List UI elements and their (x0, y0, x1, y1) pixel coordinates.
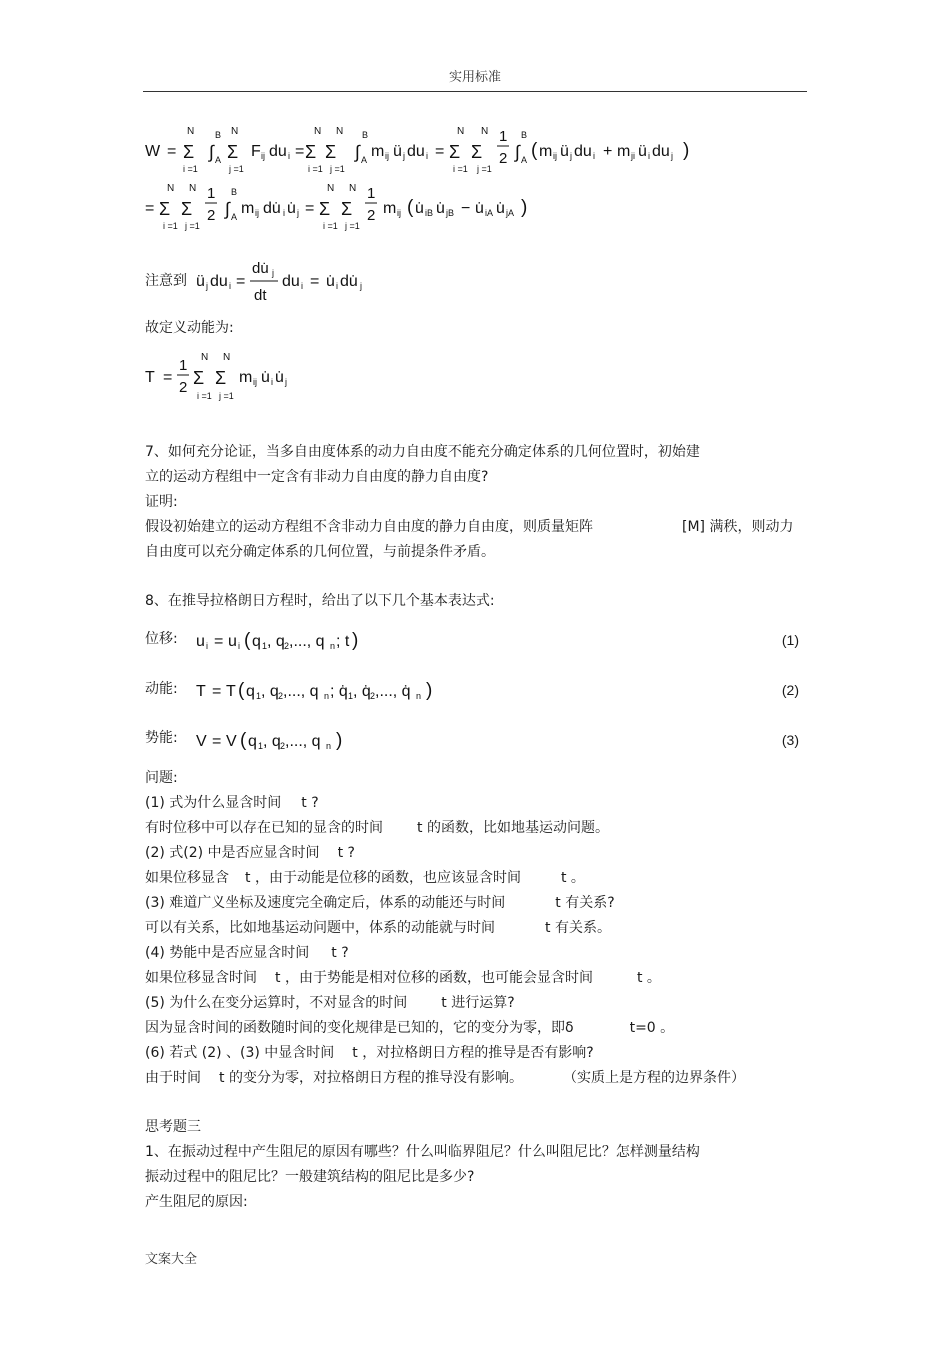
svg-text:du: du (652, 143, 670, 160)
svg-text:1: 1 (499, 128, 508, 145)
svg-text:=: = (212, 683, 222, 700)
q8-intro: 8、在推导拉格朗日方程时，给出了以下几个基本表达式: (145, 593, 495, 609)
svg-text:∫: ∫ (355, 142, 360, 162)
svg-text:2: 2 (278, 691, 284, 701)
svg-text:,..., q: ,..., q (283, 683, 319, 700)
svg-text:du: du (407, 143, 425, 160)
svg-text:=: = (295, 143, 305, 160)
header-divider (143, 91, 807, 92)
svg-text:2: 2 (499, 150, 508, 167)
svg-text:2: 2 (179, 379, 188, 396)
svg-text:ij: ij (385, 151, 389, 161)
svg-text:j =1: j =1 (345, 221, 360, 231)
svg-text:q: q (248, 733, 257, 750)
q8-line-2 (145, 818, 609, 838)
svg-text:iA: iA (485, 208, 494, 218)
svg-text:ü: ü (560, 143, 569, 160)
svg-text:ij: ij (397, 208, 401, 218)
q8-line-3 (145, 843, 355, 863)
q8-line-10-var: t=0 。 (629, 1020, 675, 1036)
svg-text:N: N (336, 126, 344, 137)
svg-text:B: B (231, 187, 238, 197)
svg-text:du: du (210, 273, 228, 290)
q8-line-1-var: t ? (301, 795, 319, 811)
svg-text:): ) (352, 630, 359, 651)
q8-line-4-text: 如果位移显含 (145, 870, 229, 886)
q8-eq1-number: (1) (781, 632, 799, 648)
svg-text:Σ: Σ (215, 368, 227, 388)
svg-text:du̇: du̇ (340, 273, 358, 290)
svg-text:N: N (201, 352, 209, 363)
svg-text:i: i (229, 281, 231, 291)
q8-line-7-var: t ? (331, 945, 349, 961)
think3-answer-label: 产生阻尼的原因: (145, 1194, 248, 1210)
svg-text:; t: ; t (336, 633, 350, 650)
svg-text:du: du (574, 143, 592, 160)
svg-text:du̇: du̇ (252, 260, 269, 277)
svg-text:∫: ∫ (225, 199, 230, 219)
svg-text:=: = (310, 273, 320, 290)
q7-answer-line-1b: [M] 满秩，则动力 (682, 519, 794, 535)
q7-answer-line-2: 自由度可以充分确定体系的几何位置，与前提条件矛盾。 (145, 544, 495, 560)
svg-text:+: + (603, 143, 613, 160)
svg-text:m: m (239, 369, 253, 386)
q7-proof-label: 证明: (145, 494, 178, 510)
svg-text:Σ: Σ (319, 199, 331, 219)
svg-text:A: A (215, 155, 222, 165)
svg-text:u̇: u̇ (436, 200, 445, 217)
svg-text:i: i (426, 151, 428, 161)
think3-title: 思考题三 (145, 1119, 201, 1135)
svg-text:Σ: Σ (449, 142, 461, 162)
work-equation-line-1 (145, 124, 705, 176)
svg-text:=: = (305, 200, 315, 217)
svg-text:j: j (570, 151, 572, 161)
svg-text:, q: , q (263, 733, 281, 750)
svg-text:Σ: Σ (227, 142, 239, 162)
svg-text:Σ: Σ (325, 142, 337, 162)
q8-line-12 (145, 1068, 745, 1088)
svg-text:jB: jB (446, 208, 455, 218)
svg-text:Σ: Σ (183, 142, 195, 162)
svg-text:N: N (187, 126, 195, 137)
q8-line-1-text: (1) 式为什么显含时间 (145, 795, 282, 811)
svg-text:Σ: Σ (159, 199, 171, 219)
svg-text:2: 2 (370, 691, 376, 701)
svg-text:ü: ü (393, 143, 402, 160)
q8-line-2-text: 有时位移中可以存在已知的显含的时间 (145, 820, 383, 836)
svg-text:Σ: Σ (305, 142, 317, 162)
q8-line-1 (145, 793, 319, 813)
q8-displacement-equation (196, 626, 396, 654)
svg-text:i: i (648, 151, 650, 161)
note-equation (196, 255, 376, 307)
svg-text:u̇: u̇ (475, 200, 484, 217)
svg-text:1: 1 (348, 691, 354, 701)
svg-text:T: T (196, 683, 206, 700)
svg-text:N: N (189, 183, 197, 194)
svg-text:F: F (251, 143, 261, 160)
svg-text:m: m (539, 143, 553, 160)
svg-text:j =1: j =1 (477, 164, 492, 174)
svg-text:ij: ij (253, 377, 257, 387)
svg-text:=: = (214, 633, 224, 650)
svg-text:u̇: u̇ (261, 369, 270, 386)
svg-text:j =1: j =1 (185, 221, 200, 231)
svg-text:N: N (314, 126, 322, 137)
q8-line-5-var: t 有关系? (555, 895, 615, 911)
think3-q1-line-2: 振动过程中的阻尼比？一般建筑结构的阻尼比是多少? (145, 1169, 475, 1185)
q8-line-10 (145, 1018, 674, 1038)
svg-text:, q: , q (267, 633, 285, 650)
svg-text:u̇: u̇ (287, 200, 296, 217)
note-label: 注意到 (145, 273, 187, 289)
svg-text:i =1: i =1 (453, 164, 468, 174)
svg-text:j: j (285, 377, 287, 387)
svg-text:ü: ü (196, 273, 205, 290)
svg-text:i: i (593, 151, 595, 161)
svg-text:m: m (371, 143, 385, 160)
svg-text:=: = (435, 143, 445, 160)
svg-text:jA: jA (506, 208, 515, 218)
svg-text:Σ: Σ (341, 199, 353, 219)
svg-text:(: ( (240, 730, 247, 751)
svg-text:−: − (461, 200, 471, 217)
svg-text:n: n (324, 691, 330, 701)
q8-line-8-text: 如果位移显含时间 (145, 970, 257, 986)
svg-text:1: 1 (258, 741, 264, 751)
svg-text:u: u (196, 633, 205, 650)
svg-text:u̇: u̇ (415, 200, 424, 217)
define-kinetic-text: 故定义动能为: (145, 320, 234, 336)
svg-text:Σ: Σ (193, 368, 205, 388)
svg-text:N: N (349, 183, 357, 194)
svg-text:i =1: i =1 (183, 164, 198, 174)
q8-line-6-text: 可以有关系，比如地基运动问题中，体系的动能就与时间 (145, 920, 495, 936)
svg-text:A: A (231, 212, 238, 222)
svg-text:i =1: i =1 (323, 221, 338, 231)
svg-text:i: i (301, 281, 303, 291)
svg-text:(: ( (407, 197, 414, 218)
svg-text:i: i (206, 641, 208, 651)
svg-text:1: 1 (207, 185, 216, 202)
svg-text:i =1: i =1 (197, 391, 212, 401)
q8-line-9-text: (5) 为什么在变分运算时，不对显含的时间 (145, 995, 408, 1011)
svg-text:j =1: j =1 (330, 164, 345, 174)
svg-text:i =1: i =1 (163, 221, 178, 231)
svg-text:2: 2 (207, 207, 216, 224)
q8-kinetic-equation (196, 676, 456, 704)
svg-text:j =1: j =1 (219, 391, 234, 401)
q8-line-6-var: t 有关系。 (545, 920, 611, 936)
q8-line-12-end: （实质上是方程的边界条件） (562, 1070, 745, 1086)
svg-text:N: N (167, 183, 175, 194)
svg-text:, q̇: , q̇ (353, 683, 371, 700)
q8-line-4 (145, 868, 585, 888)
q8-line-5-text: (3) 难道广义坐标及速度完全确定后，体系的动能还与时间 (145, 895, 506, 911)
svg-text:j: j (297, 208, 299, 218)
q8-potential-equation (196, 726, 376, 754)
q8-line-5 (145, 893, 615, 913)
q7-line-2: 立的运动方程组中一定含有非动力自由度的静力自由度? (145, 469, 489, 485)
q7-line-1: 7、如何充分论证，当多自由度体系的动力自由度不能充分确定体系的几何位置时，初始建 (145, 444, 700, 460)
q7-answer-line-1a: 假设初始建立的运动方程组不含非动力自由度的静力自由度，则质量矩阵 (145, 519, 593, 535)
q8-eq2-number: (2) (781, 682, 799, 698)
svg-text:i =1: i =1 (308, 164, 323, 174)
svg-text:ij: ij (255, 208, 259, 218)
svg-text:1: 1 (262, 641, 268, 651)
svg-text:dt: dt (254, 287, 267, 304)
q8-eq2-label: 动能: (145, 681, 178, 697)
page-footer: 文案大全 (145, 1252, 198, 1267)
svg-text:V: V (226, 733, 237, 750)
q8-eq3-label: 势能: (145, 730, 178, 746)
svg-text:, q: , q (261, 683, 279, 700)
q8-line-12-mid: t 的变分为零，对拉格朗日方程的推导没有影响。 (219, 1070, 523, 1086)
svg-text:=: = (163, 369, 173, 386)
svg-text:1: 1 (179, 357, 188, 374)
svg-text:,..., q: ,..., q (289, 633, 325, 650)
svg-text:Σ: Σ (471, 142, 483, 162)
svg-text:N: N (457, 126, 465, 137)
q8-line-9-var: t 进行运算? (441, 995, 515, 1011)
q8-line-8 (145, 968, 661, 988)
svg-text:N: N (481, 126, 489, 137)
svg-text:(: ( (238, 680, 245, 701)
svg-text:i: i (336, 281, 338, 291)
svg-text:1: 1 (367, 185, 376, 202)
svg-text:m: m (383, 200, 397, 217)
svg-text:B: B (521, 130, 528, 140)
q8-line-4-mid: t ，由于动能是位移的函数，也应该显含时间 (245, 870, 521, 886)
q8-line-2-var: t 的函数，比如地基运动问题。 (417, 820, 609, 836)
svg-text:n: n (330, 641, 336, 651)
svg-text:=: = (212, 733, 222, 750)
svg-text:m: m (241, 200, 255, 217)
svg-text:u̇: u̇ (496, 200, 505, 217)
svg-text:): ) (426, 680, 433, 701)
svg-text:2: 2 (280, 741, 286, 751)
svg-text:du: du (269, 143, 287, 160)
svg-text:T: T (145, 369, 155, 386)
svg-text:(: ( (244, 630, 251, 651)
svg-text:B: B (215, 130, 222, 140)
svg-text:ij: ij (553, 151, 557, 161)
svg-text:i: i (288, 151, 290, 161)
svg-text:i: i (238, 641, 240, 651)
svg-text:n: n (416, 691, 422, 701)
svg-text:,..., q̇: ,..., q̇ (375, 683, 411, 700)
svg-text:u̇: u̇ (326, 273, 335, 290)
svg-text:iB: iB (425, 208, 434, 218)
svg-text:N: N (231, 126, 239, 137)
svg-text:i: i (283, 208, 285, 218)
svg-text:∫: ∫ (209, 142, 214, 162)
svg-text:q: q (246, 683, 255, 700)
q8-line-3-text: (2) 式(2) 中是否应显含时间 (145, 845, 320, 861)
svg-text:Σ: Σ (181, 199, 193, 219)
svg-text:N: N (327, 183, 335, 194)
q8-line-8-end: t 。 (636, 970, 661, 986)
svg-text:j: j (671, 151, 673, 161)
svg-text:; q̇: ; q̇ (330, 683, 348, 700)
q8-line-7 (145, 943, 349, 963)
q8-line-9 (145, 993, 515, 1013)
svg-text:n: n (326, 741, 332, 751)
svg-text:u̇: u̇ (275, 369, 284, 386)
svg-text:i: i (271, 377, 273, 387)
svg-text:=: = (145, 200, 155, 217)
svg-text:): ) (336, 730, 343, 751)
svg-text:du: du (282, 273, 300, 290)
svg-text:m: m (617, 143, 631, 160)
svg-text:j: j (360, 281, 362, 291)
svg-text:T: T (226, 683, 236, 700)
svg-text:ü: ü (638, 143, 647, 160)
q8-eq3-number: (3) (781, 732, 799, 748)
svg-text:1: 1 (256, 691, 262, 701)
think3-q1-line-1: 1、在振动过程中产生阻尼的原因有哪些？什么叫临界阻尼？什么叫阻尼比？怎样测量结构 (145, 1144, 700, 1160)
svg-text:2: 2 (284, 641, 290, 651)
svg-text:V: V (196, 733, 207, 750)
q8-line-12-text: 由于时间 (145, 1070, 201, 1086)
svg-text:=: = (167, 143, 177, 160)
q8-line-6 (145, 918, 611, 938)
svg-text:(: ( (531, 140, 538, 161)
svg-text:j: j (206, 281, 208, 291)
q8-questions-label: 问题: (145, 770, 178, 786)
q8-line-11 (145, 1043, 594, 1063)
svg-text:u: u (228, 633, 237, 650)
svg-text:): ) (521, 197, 528, 218)
svg-text:B: B (362, 130, 369, 140)
svg-text:du̇: du̇ (263, 200, 281, 217)
svg-text:): ) (683, 140, 690, 161)
svg-text:j: j (403, 151, 405, 161)
svg-text:A: A (521, 155, 528, 165)
work-equation-line-2 (145, 182, 545, 234)
svg-text:A: A (361, 155, 368, 165)
q8-line-7-text: (4) 势能中是否应显含时间 (145, 945, 310, 961)
q8-eq1-label: 位移: (145, 631, 178, 647)
q8-line-3-var: t ? (337, 845, 355, 861)
svg-text:ij: ij (261, 151, 265, 161)
svg-text:j =1: j =1 (229, 164, 244, 174)
svg-text:W: W (145, 143, 161, 160)
q8-line-10-text: 因为显含时间的函数随时间的变化规律是已知的，它的变分为零，即δ (145, 1020, 574, 1036)
svg-text:q: q (252, 633, 261, 650)
svg-text:ji: ji (631, 151, 635, 161)
svg-text:,..., q: ,..., q (285, 733, 321, 750)
page-header: 实用标准 (448, 70, 501, 85)
svg-text:∫: ∫ (515, 142, 520, 162)
q8-line-4-end: t 。 (560, 870, 585, 886)
kinetic-energy-equation (145, 350, 305, 406)
q8-line-11-text: (6) 若式 (2) 、(3) 中显含时间 (145, 1045, 335, 1061)
q8-line-8-mid: t ，由于势能是相对位移的函数，也可能会显含时间 (275, 970, 593, 986)
q8-line-11-var: t ，对拉格朗日方程的推导是否有影响? (352, 1045, 594, 1061)
svg-text:2: 2 (367, 207, 376, 224)
svg-text:N: N (223, 352, 231, 363)
svg-text:j: j (272, 268, 274, 278)
svg-text:=: = (236, 273, 246, 290)
